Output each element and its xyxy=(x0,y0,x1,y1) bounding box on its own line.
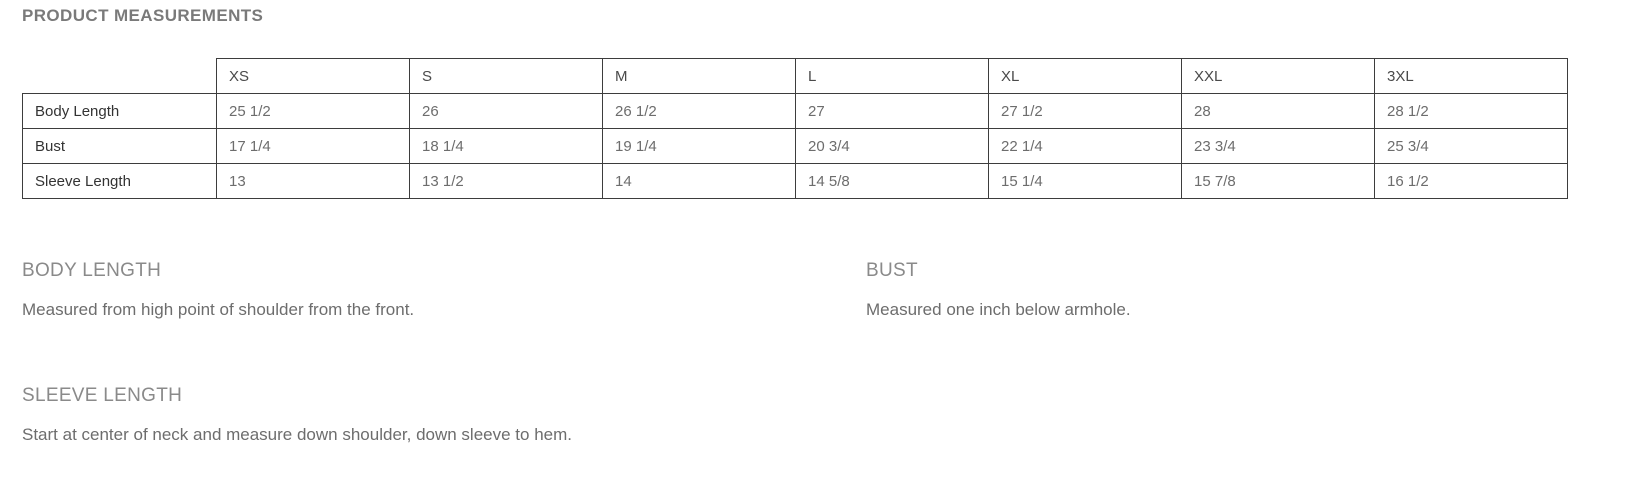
note-text-body-length: Measured from high point of shoulder from the front. xyxy=(22,300,415,319)
table-row xyxy=(23,129,1568,164)
row-label-body-length: Body Length xyxy=(23,94,217,129)
row-label-sleeve-length: Sleeve Length xyxy=(23,164,217,199)
measurements-table-container xyxy=(22,58,1568,199)
cell-bust-s: 18 1/4 xyxy=(410,129,603,164)
measurements-table xyxy=(22,58,1568,199)
cell-body-length-s: 26 xyxy=(410,94,603,129)
table-row xyxy=(23,164,1568,199)
note-body-length xyxy=(22,260,414,320)
column-header-xl: XL xyxy=(989,59,1182,94)
column-header-3xl: 3XL xyxy=(1375,59,1568,94)
column-header-s: S xyxy=(410,59,603,94)
cell-sleeve-length-s: 13 1/2 xyxy=(410,164,603,199)
table-body xyxy=(23,94,1568,199)
cell-bust-l: 20 3/4 xyxy=(796,129,989,164)
cell-sleeve-length-xxl: 15 7/8 xyxy=(1182,164,1375,199)
cell-body-length-3xl: 28 1/2 xyxy=(1375,94,1568,129)
note-heading-bust: BUST xyxy=(866,260,918,281)
note-sleeve-length xyxy=(22,385,572,445)
note-text-sleeve-length: Start at center of neck and measure down shoulder, down sleeve to hem. xyxy=(22,425,572,444)
cell-sleeve-length-3xl: 16 1/2 xyxy=(1375,164,1568,199)
cell-sleeve-length-xs: 13 xyxy=(217,164,410,199)
table-header-row xyxy=(23,59,1568,94)
note-text-bust: Measured one inch below armhole. xyxy=(866,300,1131,319)
cell-bust-xl: 22 1/4 xyxy=(989,129,1182,164)
column-header-m: M xyxy=(603,59,796,94)
column-header-xxl: XXL xyxy=(1182,59,1375,94)
page-title: PRODUCT MEASUREMENTS xyxy=(22,6,264,25)
table-header xyxy=(23,59,1568,94)
note-heading-sleeve-length: SLEEVE LENGTH xyxy=(22,385,183,406)
column-header-l: L xyxy=(796,59,989,94)
cell-body-length-xs: 25 1/2 xyxy=(217,94,410,129)
cell-bust-3xl: 25 3/4 xyxy=(1375,129,1568,164)
note-heading-body-length: BODY LENGTH xyxy=(22,260,162,281)
note-bust xyxy=(866,260,1131,320)
cell-bust-m: 19 1/4 xyxy=(603,129,796,164)
cell-bust-xxl: 23 3/4 xyxy=(1182,129,1375,164)
cell-sleeve-length-m: 14 xyxy=(603,164,796,199)
cell-bust-xs: 17 1/4 xyxy=(217,129,410,164)
cell-body-length-xxl: 28 xyxy=(1182,94,1375,129)
cell-sleeve-length-l: 14 5/8 xyxy=(796,164,989,199)
cell-sleeve-length-xl: 15 1/4 xyxy=(989,164,1182,199)
cell-body-length-m: 26 1/2 xyxy=(603,94,796,129)
table-row xyxy=(23,94,1568,129)
column-header-xs: XS xyxy=(217,59,410,94)
cell-body-length-l: 27 xyxy=(796,94,989,129)
row-label-bust: Bust xyxy=(23,129,217,164)
table-corner-cell xyxy=(23,59,217,94)
cell-body-length-xl: 27 1/2 xyxy=(989,94,1182,129)
